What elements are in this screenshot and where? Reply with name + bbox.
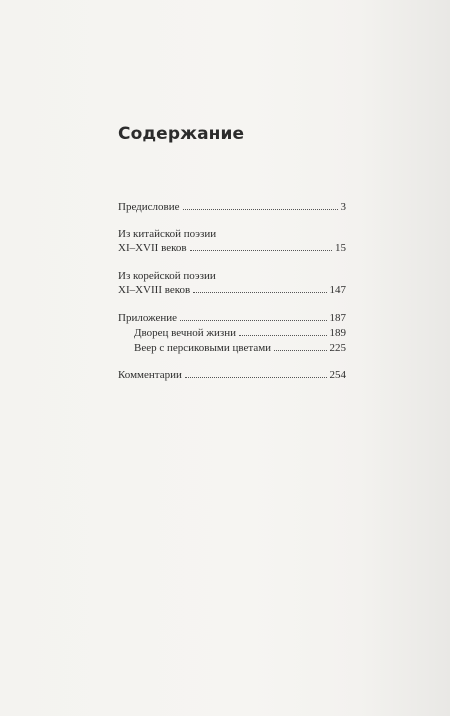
toc-entry-chinese[interactable] [118,241,346,255]
toc-entry-chinese-line1[interactable]: Из китайской поэзии [118,228,217,240]
toc-entry-label: Дворец вечной жизни [134,327,237,339]
toc-page-number: 189 [329,327,346,339]
toc-entry-label: Предисловие [118,201,180,213]
toc-page-number: 15 [335,242,346,254]
toc-entry-label: XI–XVII веков [118,242,187,254]
toc-entry-label: Комментарии [118,369,182,381]
toc-entry-label: XI–XVIII веков [118,284,191,296]
toc-entry-palace[interactable] [134,326,346,340]
leader-dots [183,208,338,210]
leader-dots [190,249,332,251]
toc-entry-label: Приложение [118,312,178,324]
toc-page-number: 3 [340,201,346,213]
toc-entry-preface[interactable] [118,200,346,214]
page-title: Содержание [118,124,245,144]
toc-entry-fan[interactable] [134,341,346,355]
toc-page-number: 187 [329,312,346,324]
leader-dots [193,291,326,293]
leader-dots [239,334,326,336]
toc-page-number: 147 [329,284,346,296]
toc-entry-appendix[interactable] [118,311,346,325]
toc-entry-label: Веер с персиковыми цветами [134,342,272,354]
toc-entry-korean[interactable] [118,283,346,297]
toc-entry-comments[interactable] [118,368,346,382]
toc-page-number: 254 [329,369,346,381]
leader-dots [180,319,326,321]
toc-page-number: 225 [329,342,346,354]
leader-dots [185,376,327,378]
leader-dots [274,349,326,351]
toc-entry-korean-line1[interactable]: Из корейской поэзии [118,270,216,282]
